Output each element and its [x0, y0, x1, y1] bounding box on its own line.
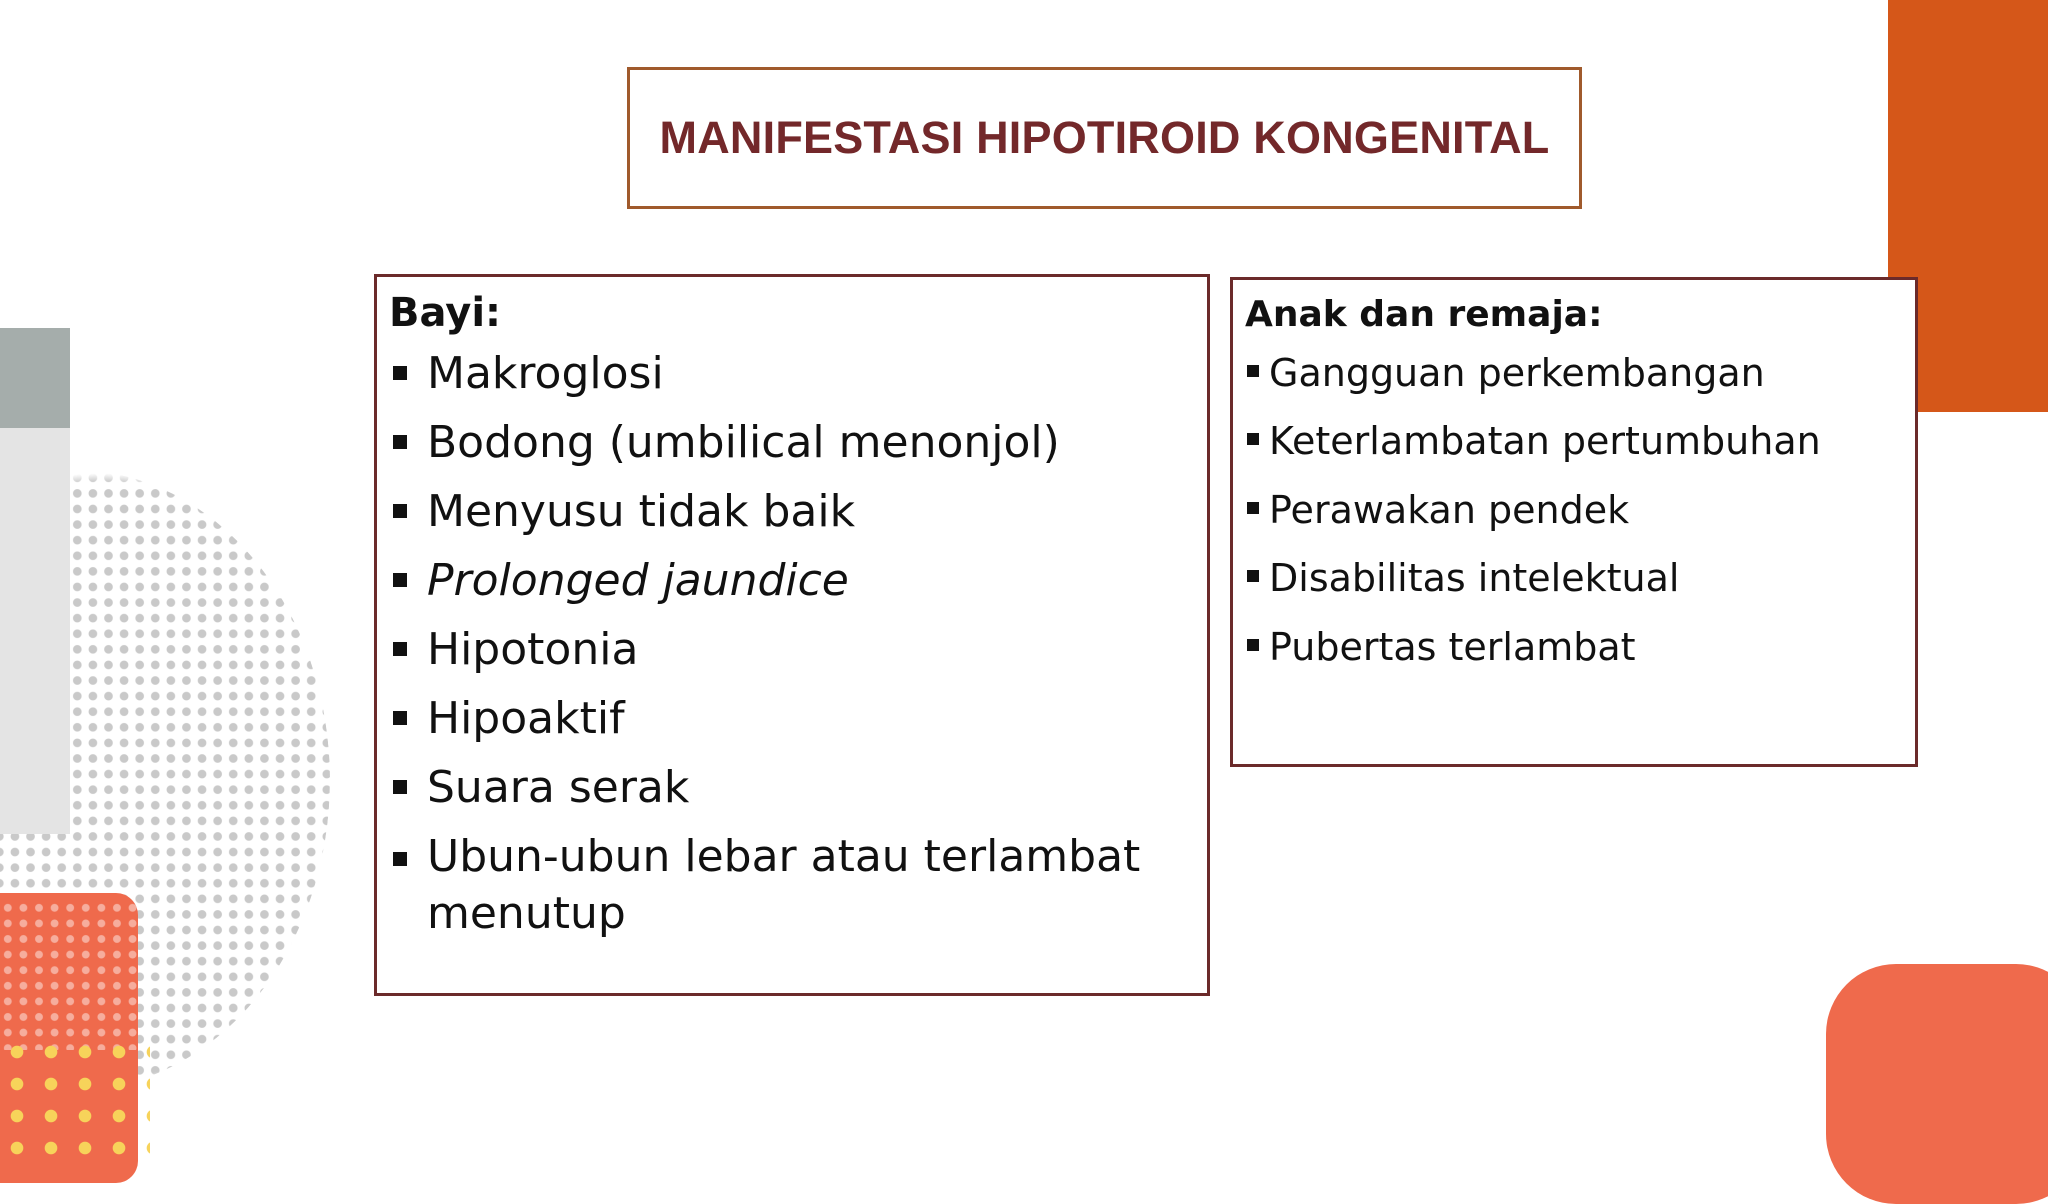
list-item: Perawakan pendek	[1245, 476, 1903, 545]
grey-block-decoration	[0, 328, 70, 428]
list-item: Prolonged jaundice	[389, 546, 1195, 615]
list-item: Hipotonia	[389, 615, 1195, 684]
list-item: Gangguan perkembangan	[1245, 339, 1903, 408]
list-item: Makroglosi	[389, 339, 1195, 408]
square-bullet-icon	[393, 642, 407, 656]
list-item: Ubun-ubun lebar atau terlambat menutup	[389, 822, 1195, 942]
list-item: Hipoaktif	[389, 684, 1195, 753]
list-item: Menyusu tidak baik	[389, 477, 1195, 546]
anak-remaja-heading: Anak dan remaja:	[1245, 294, 1603, 335]
slide-title: MANIFESTASI HIPOTIROID KONGENITAL	[659, 112, 1550, 163]
coral-corner-decoration	[1826, 964, 2048, 1204]
bayi-heading: Bayi:	[389, 290, 502, 336]
square-bullet-icon	[1247, 433, 1259, 445]
list-item: Disabilitas intelektual	[1245, 544, 1903, 613]
list-item: Pubertas terlambat	[1245, 613, 1903, 682]
square-bullet-icon	[393, 852, 407, 866]
yellow-dots-decoration	[0, 1036, 150, 1156]
square-bullet-icon	[1247, 639, 1259, 651]
bayi-list	[389, 339, 1195, 942]
square-bullet-icon	[393, 573, 407, 587]
title-box	[627, 67, 1582, 209]
white-dots-decoration	[0, 900, 140, 1050]
bayi-box	[374, 274, 1210, 996]
list-item: Keterlambatan pertumbuhan	[1245, 407, 1903, 476]
anak-remaja-box	[1230, 277, 1918, 767]
square-bullet-icon	[393, 435, 407, 449]
square-bullet-icon	[1247, 570, 1259, 582]
list-item: Suara serak	[389, 753, 1195, 822]
square-bullet-icon	[1247, 365, 1259, 377]
square-bullet-icon	[393, 504, 407, 518]
light-grey-panel-decoration	[0, 428, 70, 834]
square-bullet-icon	[393, 366, 407, 380]
square-bullet-icon	[393, 780, 407, 794]
list-item: Bodong (umbilical menonjol)	[389, 408, 1195, 477]
square-bullet-icon	[1247, 502, 1259, 514]
square-bullet-icon	[393, 711, 407, 725]
anak-remaja-list	[1245, 339, 1903, 682]
